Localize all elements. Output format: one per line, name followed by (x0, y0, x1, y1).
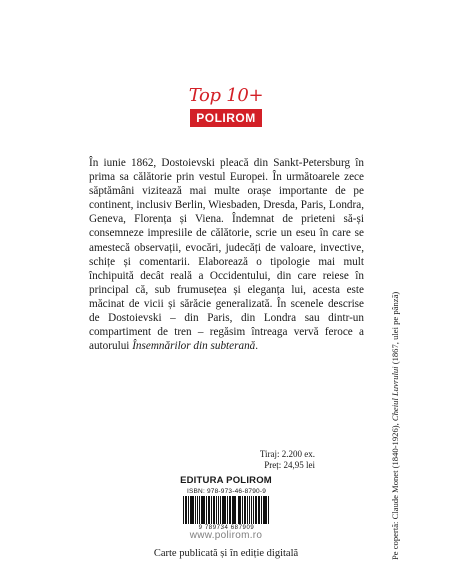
blurb-text: În iunie 1862, Dostoievski pleacă din Sankt-Petersburg în prima sa călătorie prin vestul Europei. În următoarele zece săptămâni vizitează mai multe orașe importante de pe continent, inclusiv Berlin, Wiesbaden, Dresda, Paris, Londra, Geneva, Florența și Viena. Îndemnat de prieteni să-și consemneze impresiile de călătorie, scrie un eseu în care se amestecă observații, evocări, judecăți de valoare, invective, schițe și comentarii. Elaborează o tipologie mai mult închipuită decât reală a Occidentului, din care reiese în principal că, sub frumusețea și eleganța lui, acesta este măcinat de vicii și sărăcie generalizată. În scenele descrise de Dostoievski – din Paris, din Londra sau dintr-un compartiment de tren – regăsim întreaga vervă feroce a autorului (89, 157, 364, 353)
publisher-name: EDITURA POLIROM (180, 475, 272, 486)
barcode-bar (264, 496, 266, 524)
barcode-bar (193, 496, 194, 524)
imprint-info (200, 449, 315, 471)
barcode-digits: 9 789734 687909 (198, 525, 255, 531)
barcode-bar (251, 496, 252, 524)
barcode-bar (256, 496, 257, 524)
barcode-bar (230, 496, 231, 524)
barcode-bar (224, 496, 225, 524)
barcode-bar (245, 496, 246, 524)
barcode-bar (209, 496, 210, 524)
price: Preț: 24,95 lei (264, 460, 315, 470)
barcode-bar (191, 496, 193, 524)
barcode-bar (214, 496, 215, 524)
barcode-bar (220, 496, 221, 524)
isbn: ISBN: 978-973-46-8790-9 (186, 488, 267, 495)
cover-credit-prefix: Pe copertă: Claude Monet (1840-1926), (390, 421, 400, 560)
print-run: Tiraj: 2.200 ex. (259, 449, 315, 459)
barcode-bar (188, 496, 189, 524)
barcode-bar (218, 496, 220, 524)
cover-credit-work: Cheiul Luvrului (390, 366, 400, 422)
publisher-website: www.polirom.ro (189, 530, 263, 541)
barcode-bar (261, 496, 262, 524)
series-logo (181, 86, 271, 127)
barcode-bar (266, 496, 267, 524)
publisher-badge: POLIROM (190, 109, 262, 127)
blurb-paragraph (89, 156, 364, 353)
barcode-bar (233, 496, 235, 524)
digital-edition-note: Carte publicată și în ediție digitală (153, 548, 299, 559)
barcode-bar (249, 496, 251, 524)
cover-credit-suffix: (1867, ulei pe pânză) (390, 291, 400, 367)
barcode-bar (183, 496, 184, 524)
cover-credit (390, 270, 400, 560)
barcode-bar (203, 496, 205, 524)
barcode-bar (240, 496, 241, 524)
barcode-bar (199, 496, 200, 524)
barcode-icon (183, 496, 270, 524)
blurb-book-title: Însemnărilor din subterană (132, 340, 256, 353)
barcode-bar (268, 496, 269, 524)
barcode-bar (235, 496, 236, 524)
back-cover-blurb (89, 156, 364, 353)
barcode-block (183, 488, 270, 531)
series-title: Top 10+ (188, 85, 264, 106)
blurb-end: . (255, 340, 259, 353)
